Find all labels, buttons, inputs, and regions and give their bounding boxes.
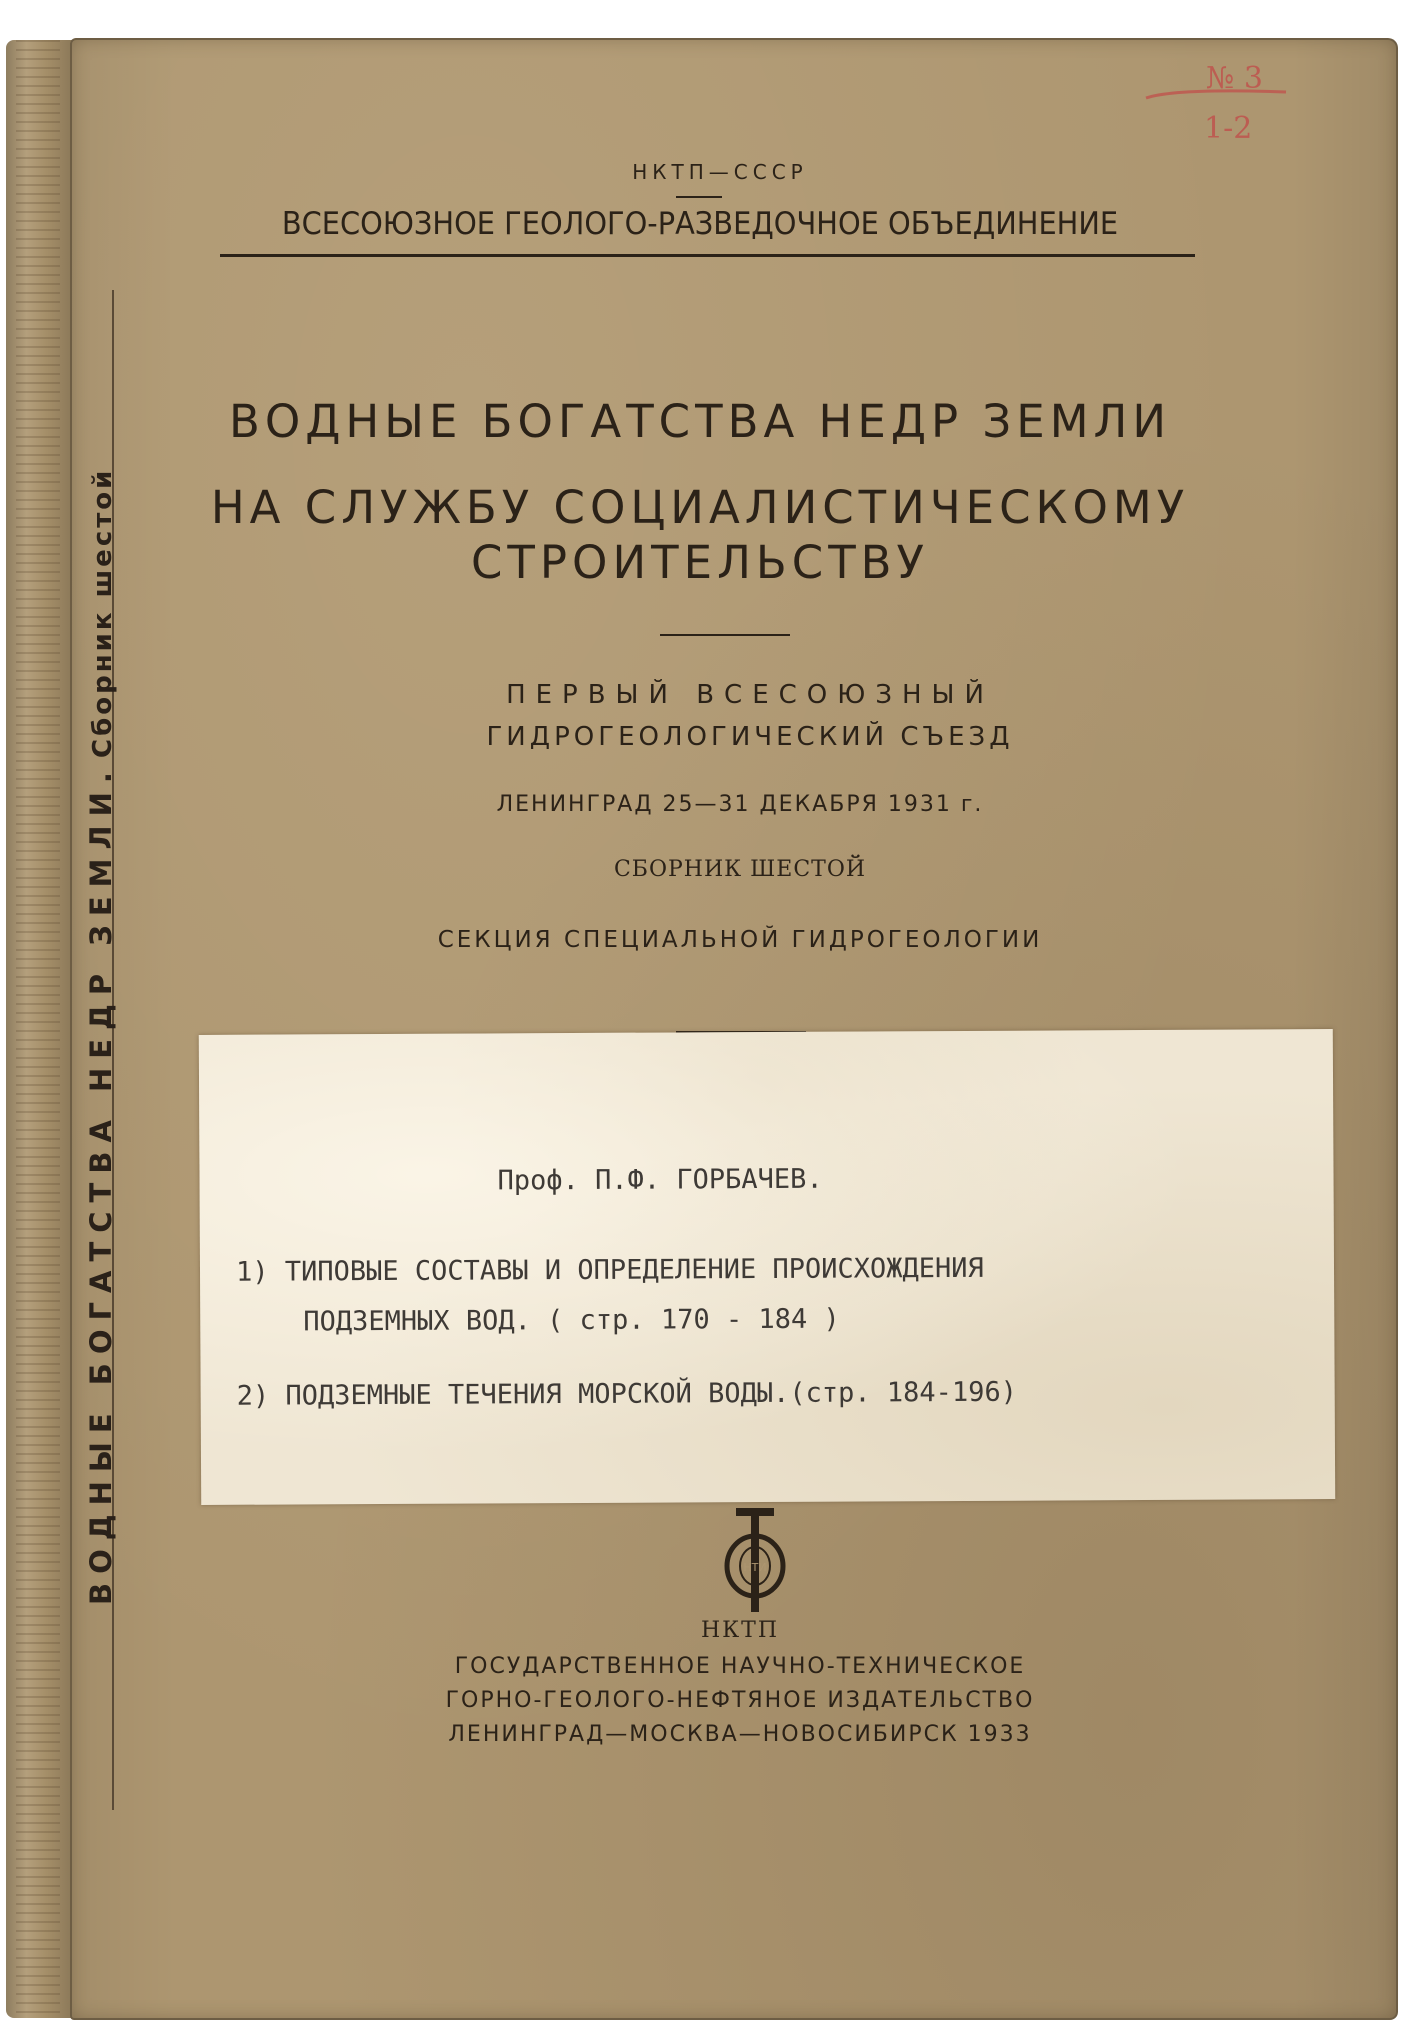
- publisher-line-1: ГОСУДАРСТВЕННОЕ НАУЧНО-ТЕХНИЧЕСКОЕ: [454, 1654, 1026, 1679]
- label-work-1-line-1: 1) ТИПОВЫЕ СОСТАВЫ И ОПРЕДЕЛЕНИЕ ПРОИСХОЖДЕНИЯ: [235, 1252, 984, 1288]
- section-name: СЕКЦИЯ СПЕЦИАЛЬНОЙ ГИДРОГЕОЛОГИИ: [437, 927, 1043, 953]
- publisher-line-3: ЛЕНИНГРАД—МОСКВА—НОВОСИБИРСК 1933: [448, 1722, 1032, 1747]
- title-divider: [660, 634, 790, 636]
- publisher-line-2: ГОРНО-ГЕОЛОГО-НЕФТЯНОЕ ИЗДАТЕЛЬСТВО: [445, 1688, 1035, 1713]
- library-stamp: [1136, 58, 1296, 178]
- ministry-heading: НКТП—СССР: [632, 160, 808, 184]
- organization-underline: [220, 254, 1195, 257]
- spine-subtitle: Сборник шестой: [88, 467, 118, 759]
- collection-number: СБОРНИК ШЕСТОЙ: [613, 857, 867, 882]
- book-title-line-2: НА СЛУЖБУ СОЦИАЛИСТИЧЕСКОМУ: [210, 481, 1190, 534]
- spine-title-text: [84, 305, 118, 1605]
- label-work-2: 2) ПОДЗЕМНЫЕ ТЕЧЕНИЯ МОРСКОЙ ВОДЫ.(стр. 184-196): [236, 1376, 1018, 1412]
- stamp-line-2: 1-2: [1204, 111, 1253, 146]
- emblem-letters: НТИ: [743, 1561, 767, 1574]
- publisher-abbreviation: НКТП: [700, 1618, 780, 1643]
- ministry-divider: [676, 196, 722, 198]
- book-title-line-3: СТРОИТЕЛЬСТВУ: [471, 536, 929, 589]
- congress-line-1: ПЕРВЫЙ ВСЕСОЮЗНЫЙ: [506, 680, 994, 710]
- organization-name: ВСЕСОЮЗНОЕ ГЕОЛОГО-РАЗВЕДОЧНОЕ ОБЪЕДИНЕНИЕ: [281, 206, 1119, 242]
- stamp-line-1: № 3: [1206, 61, 1264, 96]
- pasted-typewritten-label: [199, 1029, 1335, 1505]
- publisher-emblem-icon: [720, 1508, 790, 1618]
- place-and-date: ЛЕНИНГРАД 25—31 ДЕКАБРЯ 1931 г.: [496, 792, 984, 817]
- book-title-line-1: ВОДНЫЕ БОГАТСТВА НЕДР ЗЕМЛИ: [228, 395, 1172, 448]
- spine-title: ВОДНЫЕ БОГАТСТВА НЕДР ЗЕМЛИ.: [84, 763, 118, 1605]
- label-author: Проф. П.Ф. ГОРБАЧЕВ.: [497, 1163, 823, 1197]
- label-work-1-line-2: ПОДЗЕМНЫХ ВОД. ( стр. 170 - 184 ): [303, 1303, 840, 1338]
- congress-line-2: ГИДРОГЕОЛОГИЧЕСКИЙ СЪЕЗД: [486, 722, 1014, 752]
